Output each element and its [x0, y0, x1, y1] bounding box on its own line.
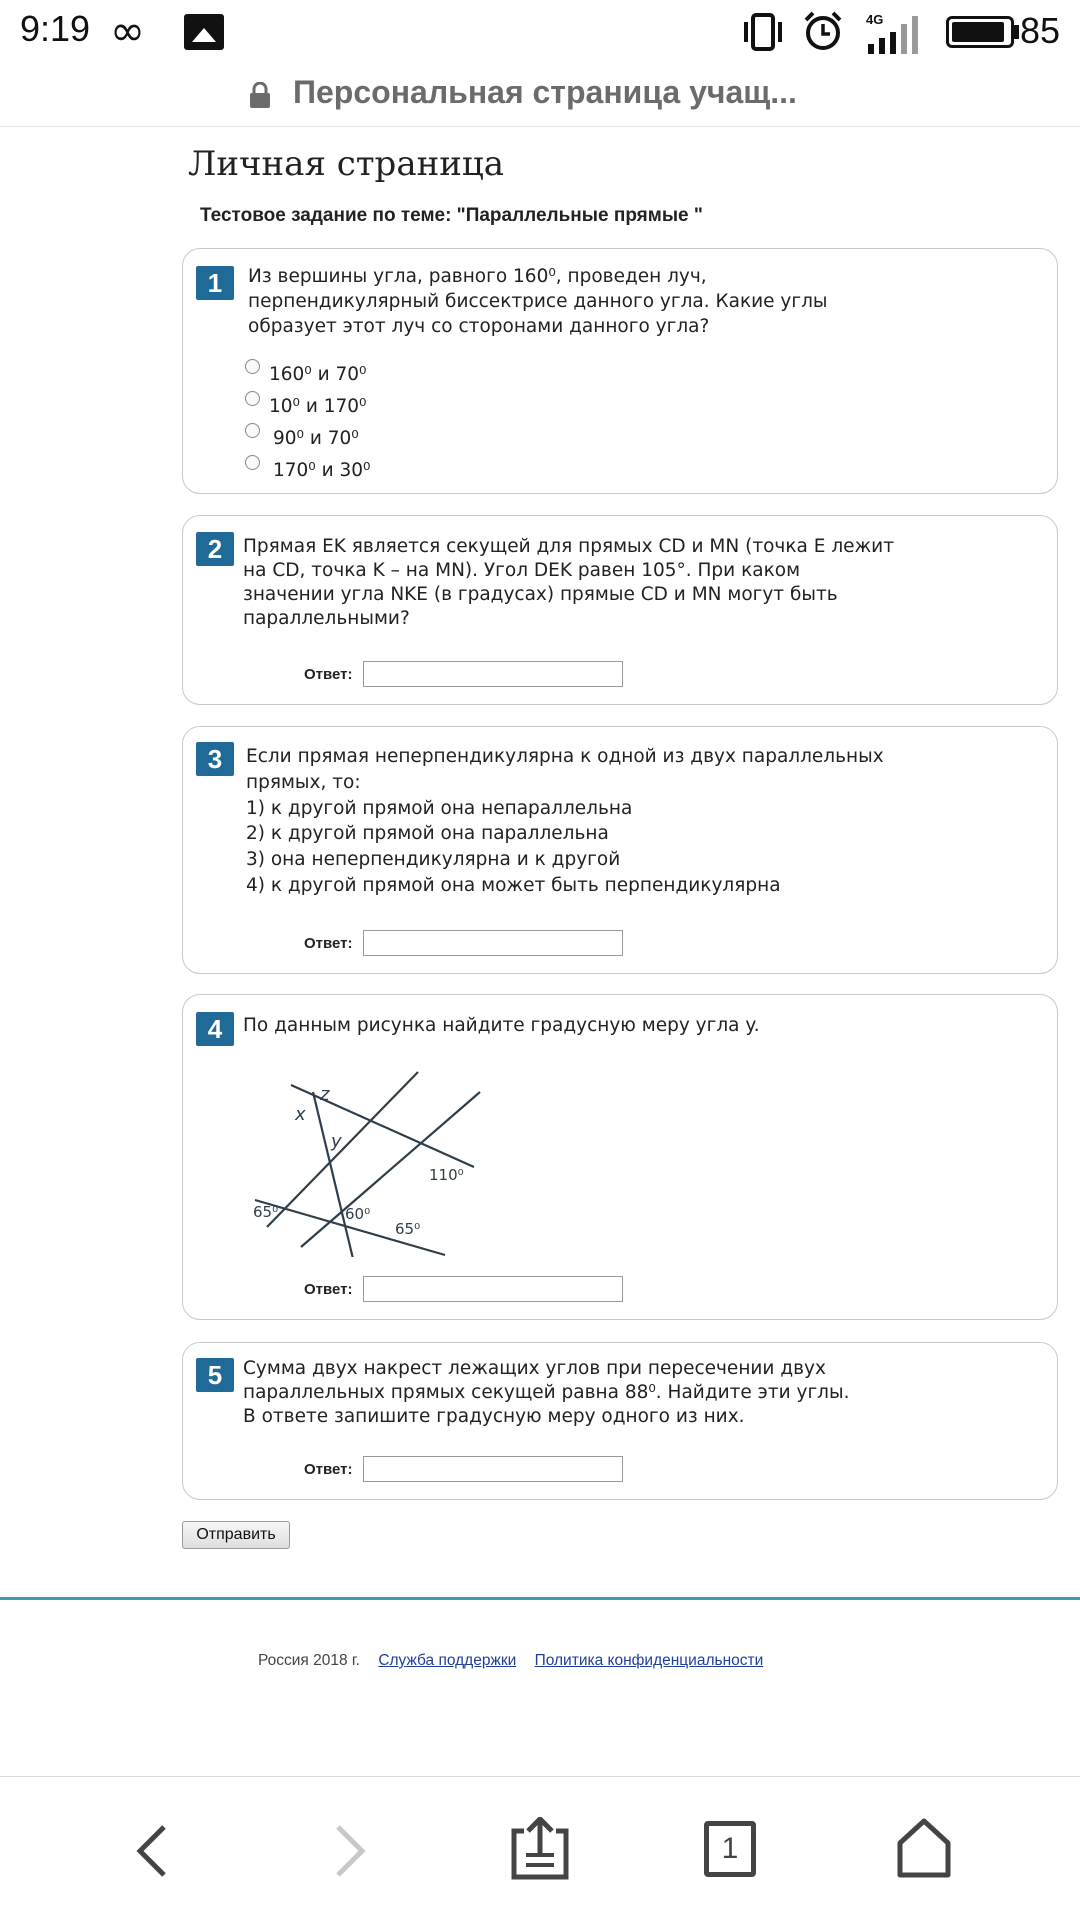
question-text: Если прямая неперпендикулярна к одной из двух параллельных прямых, то: 1) к другой прямой она непараллельна 2) к другой прямой она параллельна 3) она неперпендикулярна и к другой 4) к другой прямой она может быть перпендикулярна — [246, 746, 884, 896]
footer-divider — [0, 1597, 1080, 1600]
radio-button[interactable] — [245, 423, 260, 438]
question-card-4 — [182, 994, 1058, 1320]
tabs-button[interactable] — [704, 1821, 756, 1877]
radio-button[interactable] — [245, 359, 260, 374]
signal-4g-icon — [866, 12, 924, 54]
answer-label: Ответ: — [304, 1281, 353, 1298]
answer-label: Ответ: — [304, 935, 353, 952]
battery-icon — [946, 16, 1014, 48]
share-icon[interactable] — [510, 1817, 570, 1881]
battery-percent: 85 — [1020, 10, 1061, 51]
geometry-figure — [231, 1037, 491, 1257]
figure-label-65-right: 65⁰ — [395, 1220, 421, 1238]
privacy-link[interactable]: Политика конфиденциальности — [534, 1652, 764, 1669]
address-bar[interactable] — [0, 64, 1080, 127]
figure-label-60: 60⁰ — [345, 1205, 371, 1223]
browser-navigation-bar — [0, 1776, 1080, 1921]
vibrate-icon — [744, 12, 782, 52]
lock-icon — [249, 82, 271, 108]
question-text: По данным рисунка найдите градусную меру угла y. — [243, 1015, 760, 1036]
question-text: Прямая EK является секущей для прямых CD и MN (точка E лежит на CD, точка K – на MN). Угол DEK равен 105°. При каком значении угла NKE (в градусах) прямые CD и MN могут быть параллельными? — [243, 536, 894, 629]
question-card-3 — [182, 726, 1058, 974]
question-number: 3 — [196, 742, 234, 776]
status-bar — [0, 0, 1080, 64]
submit-button[interactable]: Отправить — [182, 1521, 290, 1549]
figure-label-z: z — [320, 1084, 330, 1105]
forward-icon[interactable] — [330, 1823, 370, 1879]
question-number: 4 — [196, 1012, 234, 1046]
answer-label: Ответ: — [304, 666, 353, 683]
question-text: Сумма двух накрест лежащих углов при пересечении двух параллельных прямых секущей равна 88⁰. Найдите эти углы. В ответе запишите градусную меру одного из них. — [243, 1358, 850, 1427]
radio-button[interactable] — [245, 391, 260, 406]
figure-label-x: x — [295, 1104, 306, 1125]
question-card-5 — [182, 1342, 1058, 1500]
page-subtitle: Тестовое задание по теме: "Параллельные прямые " — [200, 205, 703, 226]
footer — [258, 1652, 763, 1670]
figure-label-65-left: 65⁰ — [253, 1203, 279, 1221]
network-type: 4G — [866, 12, 884, 27]
figure-label-y: y — [331, 1131, 342, 1152]
status-time: 9:19 — [20, 8, 91, 49]
support-link[interactable]: Служба поддержки — [378, 1652, 517, 1669]
answer-label: Ответ: — [304, 1461, 353, 1478]
page-title: Личная страница — [188, 144, 505, 184]
question-text: Из вершины угла, равного 160⁰, проведен луч, перпендикулярный биссектрисе данного угла. Какие углы образует этот луч со сторонами данного угла? — [248, 266, 828, 337]
tabs-count: 1 — [721, 1832, 739, 1865]
question-card-2 — [182, 515, 1058, 705]
question-number: 5 — [196, 1358, 234, 1392]
alarm-icon — [802, 10, 844, 52]
question-number: 2 — [196, 532, 234, 566]
infinity-icon: ∞ — [110, 6, 145, 55]
radio-button[interactable] — [245, 455, 260, 470]
home-icon[interactable] — [896, 1817, 952, 1879]
page-title-url[interactable]: Персональная страница учащ... — [293, 74, 797, 110]
answer-input[interactable] — [363, 1456, 623, 1482]
back-icon[interactable] — [132, 1823, 172, 1879]
footer-copyright: Россия 2018 г. — [258, 1652, 360, 1669]
question-number: 1 — [196, 266, 234, 300]
question-card-1: 1 Из вершины угла, равного 160⁰, проведен луч, перпендикулярный биссектрисе данного угла. Какие углы образует этот луч со сторонами данного угла? 160⁰ и 70⁰ 10⁰ и 170⁰ 90⁰ и 70⁰ 170⁰ и 30⁰ — [182, 248, 1058, 494]
image-notification-icon — [184, 14, 224, 50]
figure-label-110: 110⁰ — [429, 1166, 464, 1184]
answer-input[interactable] — [363, 1276, 623, 1302]
answer-input[interactable] — [363, 661, 623, 687]
answer-input[interactable] — [363, 930, 623, 956]
